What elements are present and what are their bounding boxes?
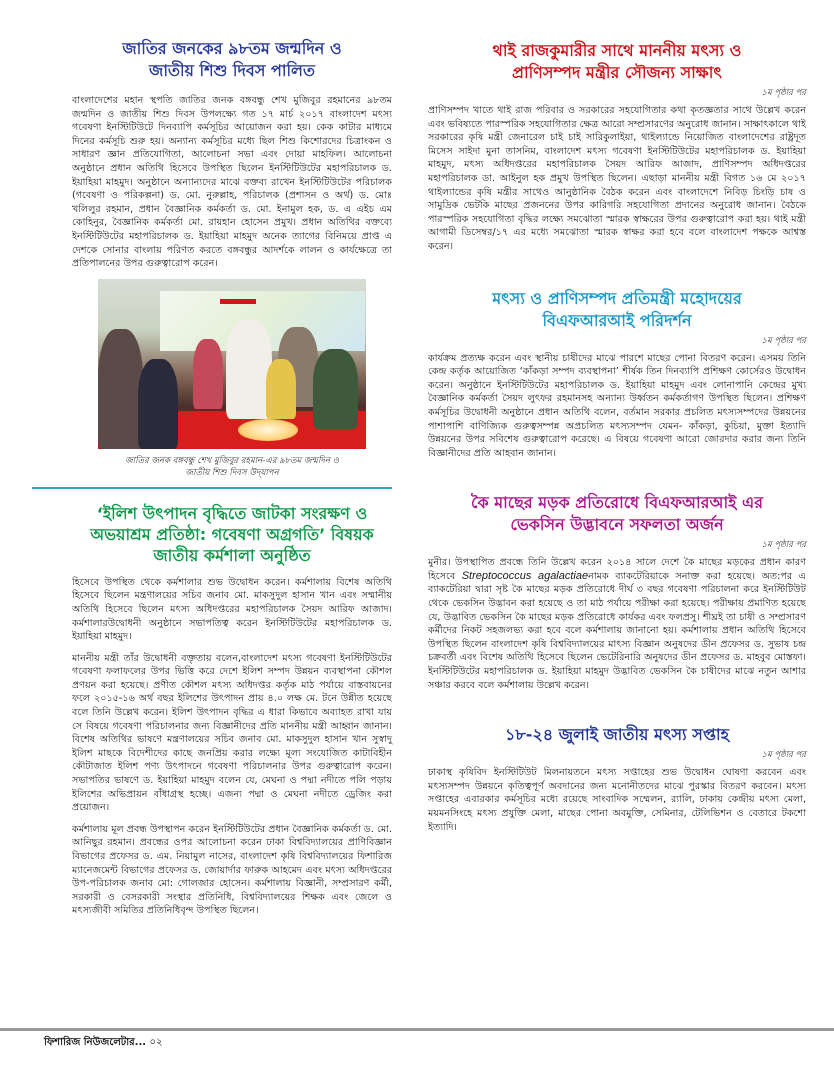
right-column — [428, 0, 806, 842]
continued-from-label: ১ম পৃষ্ঠার পর — [761, 750, 806, 761]
article-body-birthday: বাংলাদেশের মহান স্থপতি জাতির জনক বঙ্গবন্ধু শেখ মুজিবুর রহমানের ৯৮তম জন্মদিন ও জাতীয় শিশু দিবস উপলক্ষ্যে গত ১৭ মার্চ ২০১৭ বাংলাদেশ মৎস্য গবেষণা ইনস্টিটিউটে দিনব্যাপি কর্মসূচির আয়োজন করা হয়। কেক কাটার মাধ্যমে দিনের কর্মসূচি শুরু হয়। অন্যান্য কর্মসূচির মধ্যে ছিল শিশু কিশোরদের চিত্রাংকন ও সাধারণ জ্ঞান প্রতিযোগিতা, আলোচনা সভা এবং দোয়া মাহফিল। আলোচনা অনুষ্ঠানে প্রধান অতিথি হিসেবে উপস্থিত ছিলেন ইনস্টিটিউটের মহাপরিচালক ড. ইয়াহিয়া মাহমুদ। অনুষ্ঠানে অন্যান্যদের মাঝে বক্তব্য রাখেন ইনস্টিটিউটের পরিচালক (গবেষণা ও পরিকল্পনা) ড. মো. নুরুল্লাহ, পরিচালক (প্রশাসন ও অর্থ) ড. মোঃ খলিলুর রহমান, প্রধান বৈজ্ঞানিক কর্মকর্তা ড. মো. ইনামুল হক, ড. এ এইচ এম কোহিনুর, বৈজ্ঞানিক কর্মকর্তা মো. রায়হান হোসেন প্রমুখ। প্রধান অতিথির বক্তব্যে ইনস্টিটিউটের মহাপরিচালক ড. ইয়াহিয়া মাহমুদ অনেক ত্যাগের বিনিময়ে প্রাপ্ত এ দেশকে সোনার বাংলায় পরিণত করতে বঙ্গবন্ধুর আদর্শকে লালন ও কার্যক্ষেত্রে তা প্রতিপালনের উপর গুরুত্বারোপ করেন। — [72, 95, 392, 270]
article-body-hilsa-2: মাননীয় মন্ত্রী তাঁর উদ্বোধনী বক্তৃতায় বলেন,বাংলাদেশ মৎস্য গবেষণা ইনস্টিটিউটের গবেষণা ফলাফলের উপর ভিত্তি করে দেশে ইলিশ সম্পদ উন্নয়ন ব্যবস্থাপনা কৌশল প্রণয়ন করা হয়েছে। প্রণীত কৌশল মৎস্য অধিদপ্তর কর্তৃক মাঠ পর্যায়ে বাস্তবায়নের ফলে ২০১৫-১৬ অর্থ বছর ইলিশের উৎপাদন প্রায় ৪.০ লক্ষ মে. টনে উন্নীত হয়েছে বলে তিনি উল্লেখ করেন। ইলিশ উৎপাদন বৃদ্ধির এ ধারা কিভাবে অব্যাহত রাখা যায় সে বিষয়ে গবেষণা পরিচালনার জন্য বিজ্ঞানীদের প্রতি মাননীয় মন্ত্রী আহ্বান জানান।বিশেষ অতিথির ভাষণে মন্ত্রণালয়ের সচিব জনাব মো. মাকসুদুল হাসান খান সুস্বাদু ইলিশ মাছকে বিদেশীদের কাছে জনপ্রিয় করার লক্ষ্যে মূল্য সংযোজিত কাটাবিহীন কৌটাজাত ইলিশ পণ্য উৎপাদনে গবেষণা পরিচালনার উপর গুরুত্বারোপ করেন। সভাপতির ভাষণে ড. ইয়াহিয়া মাহমুদ বলেন যে, মেঘনা ও পদ্মা নদীতে পলি পড়ায় ইলিশের অভিপ্রায়ন বাঁধাগ্রস্থ হচ্ছে। এজন্য পদ্মা ও মেঘনা নদীতে ড্রেজিং করা প্রয়োজন। — [72, 652, 392, 814]
page-number: ০২ — [149, 1037, 163, 1048]
event-photo — [98, 279, 366, 449]
publication-name: ফিশারিজ নিউজলেটার... — [44, 1037, 147, 1048]
article-body-thai-princess: প্রাণিসম্পদ খাতে থাই রাজ পরিবার ও সরকারের সহযোগিতার কথা কৃতজ্ঞতার সাথে উল্লেখ করেন এবং ভবিষ্যতে পারস্পরিক সহযোগিতার ক্ষেত্র আরো সম্প্রসারণের অনুরোধ জানান। সাক্ষাৎকালে থাই সরকারের কৃষি মন্ত্রী জেনারেল চাই চাই সারিকুলাইয়া, থাইল্যান্ডে নিয়োজিত বাংলাদেশের রাষ্ট্রদূত মিসেস সাইদা মুনা তাসনিম, বাংলাদেশ মৎস্য গবেষণা ইনস্টিটিউটের মহাপরিচালক ড. ইয়াহিয়া মাহমুদ, মৎস্য অধিদপ্তরের মহাপরিচালক সৈয়দ আরিফ আজাদ, প্রাণিসম্পদ অধিদপ্তরের মহাপরিচালক ডা. আইনুল হক প্রমুখ উপস্থিত ছিলেন। এছাড়া মাননীয় মন্ত্রী বিগত ১৬ মে ২০১৭ থাইল্যান্ডের কৃষি মন্ত্রীর সাথেও আনুষ্ঠানিক বৈঠক করেন এবং বাংলাদেশে নিবিড় চিংড়ি চাষ ও সামুদ্রিক ভেটকি মাছের প্রজননের উপর কারিগরি সহযোগিতা প্রদানের অনুরোধ জানান। বৈঠকে পারস্পরিক সহযোগিতা বৃদ্ধির লক্ষ্যে সমঝোতা স্মারক স্বাক্ষরের উপর গুরুত্বারোপ করা হয়। থাই মন্ত্রী আগামী ডিসেম্বর/১৭ এর মধ্যে সমঝোতা স্মারক স্বাক্ষর করা হবে বলে বাংলাদেশ পক্ষকে আশ্বস্ত করেন। — [428, 105, 806, 252]
article-headline-koi-vaccine: কৈ মাছের মড়ক প্রতিরোধে বিএফআরআই এর ভেকসিন উদ্ভাবনে সফলতা অর্জন — [470, 493, 764, 535]
bacteria-species-name: Streptococcus agalactiae — [461, 569, 589, 582]
left-column — [72, 0, 392, 926]
article-body-fish-week: ঢাকাস্থ কৃষিবিদ ইনস্টিটিউট মিলনায়তনে মৎস্য সপ্তাহের শুভ উদ্বোধন ঘোষণা করবেন এবং মৎস্যসম্পদ উন্নয়নে কৃতিত্বপূর্ণ অবদানের জন্য মনোনীতদের মাঝে পুরস্কার বিতরণ করবেন। মৎস্য সপ্তাহের এবারকার কর্মসূচির মধ্যে রয়েছে সাংবাদিক সম্মেলন, র‌্যালি, ঢাকায় কেন্দ্রীয় মৎস্য মেলা, ময়মনসিংহে মৎস্য প্রযুক্তি মেলা, মাছের পোনা অবমুক্তি, সেমিনার, টেলিভিশন ও বেতারে টকশো ইত্যাদি। — [428, 767, 806, 833]
article-headline-state-minister-visit: মৎস্য ও প্রাণিসম্পদ প্রতিমন্ত্রী মহোদয়ের বিএফআরআই পরিদর্শন — [492, 288, 742, 330]
continued-from-label: ১ম পৃষ্ঠার পর — [761, 540, 806, 551]
page-footer — [44, 1035, 163, 1052]
article-body-koi-vaccine: মুনীর। উপস্থাপিত প্রবন্ধে তিনি উল্লেখ করেন ২০১৪ সালে দেশে কৈ মাছের মড়কের প্রধান কারণ হিসেবে Streptococcus agalactiaeনামক ব্যাকটেরিয়াকে সনাক্ত করা হয়েছে। অত:পর এ ব্যাকটেরিয়া দ্বারা সৃষ্ট কৈ মাছের মড়ক প্রতিরোধে দীর্ঘ ৩ বছর গবেষণা পরিচালনা করে ইনস্টিটিউট থেকে ভেকসিন উদ্ভাবন করা হয়েছে ও তা মাঠ পর্যায়ে পরীক্ষা করা হয়েছে। পরীক্ষায় প্রমাণিত হয়েছে যে, উদ্ভাবিত ভেকসিন কৈ মাছের মড়ক প্রতিরোধে কার্যকর এবং ফলপ্রসু। শীঘ্রই তা চাষী ও সম্প্রসারণ কর্মীদের নিকট সহজলভ্য করা হবে বলে কর্মশালায় জানানো হয়। কর্মশালায় প্রধান অতিথি হিসেবে উপস্থিত ছিলেন বাংলাদেশ কৃষি বিশ্ববিদ্যালয়ের মাৎস্য বিজ্ঞান অনুষদের ডীন প্রফেসর ড. সুভাষ চন্দ্র চক্রবর্তী এবং বিশেষ অতিথি হিসেবে ছিলেন ভেটেরিনারি অনুষদের ডীন প্রফেসর ড. মাহবুব মোস্তফা। ইনস্টিটিউটের মহাপরিচালক ড. ইয়াহিয়া মাহমুদ উদ্ভাবিত ভেকসিন কৈ চাষীদের মাঝে নতুন আশার সঞ্চার করবে বলে কর্মশালায় উল্লেখ করেন। — [428, 557, 806, 691]
continued-from-label: ১ম পৃষ্ঠার পর — [761, 88, 806, 98]
article-headline-hilsa-workshop: ‘ইলিশ উৎপাদন বৃদ্ধিতে জাটকা সংরক্ষণ ও অভয়াশ্রম প্রতিষ্ঠা: গবেষণা অগ্রগতি’ বিষয়ক জাতীয় কর্মশালা অনুষ্ঠিত — [90, 503, 374, 565]
article-headline-fish-week: ১৮-২৪ জুলাই জাতীয় মৎস্য সপ্তাহ — [504, 725, 730, 745]
article-body-state-minister-visit: কার্যক্রম প্রত্যক্ষ করেন এবং স্থানীয় চাষীদের মাঝে পারশে মাছের পোনা বিতরণ করেন। এসময় তিনি কেন্দ্র কর্তৃক আয়োজিত ‘কাঁকড়া সম্পদ ব্যবস্থাপনা’ শীর্ষক তিন দিনব্যাপি প্রশিক্ষণ কোর্সেরও উদ্বোধন করেন। অনুষ্ঠানে ইনস্টিটিউটের মহাপরিচালক ড. ইয়াহিয়া মাহমুদ এবং লোনাপানি কেন্দ্রের মুখ্য বৈজ্ঞানিক কর্মকর্তা সৈয়দ লুৎফর রহমানসহ অন্যান্য উর্ধ্বতন কর্মকর্তাগণ উপস্থিত ছিলেন। প্রশিক্ষণ কর্মসূচির উদ্বোধনী অনুষ্ঠানে প্রধান অতিথি বলেন, বর্তমান সরকার প্রচলিত মৎস্যসম্পদের উন্নয়নের পাশাপাশি বাণিজ্যিক গুরুত্বসম্পন্ন অপ্রচলিত মৎস্যসম্পদ যেমন- কাঁকড়া, কুচিয়া, মুক্তা ইত্যাদি উন্নয়নের উপর সবিশেষ গুরুত্বারোপ করেছে। এ বিষয়ে গবেষণা আরো জোরদার করার জন্য তিনি বিজ্ঞানীদের প্রতি আহবান জানান। — [428, 352, 806, 459]
birthday-cake — [238, 419, 298, 441]
article-headline-birthday: জাতির জনকের ৯৮তম জন্মদিন ও জাতীয় শিশু দিবস পালিত — [122, 39, 342, 80]
article-body-hilsa-3: কর্মশালায় মূল প্রবন্ধ উপস্থাপন করেন ইনস্টিটিউটের প্রধান বৈজ্ঞানিক কর্মকর্তা ড. মো. আনিছুর রহমান। প্রবন্ধের ওপর আলোচনা করেন ঢাকা বিশ্ববিদ্যালয়ের প্রাণিবিজ্ঞান বিভাগের প্রফেসর ড. এম. নিয়ামুল নাসের, বাংলাদেশ কৃষি বিশ্ববিদ্যালয়ের ফিশারিজ ম্যানেজমেন্ট বিভাগের প্রফেসর ড. জোয়ার্দার ফারুক আহমেদ এবং মৎস্য অধিদপ্তরের উপ-পরিচালক জনাব মো: গোলজার হোসেন। কর্মশালায় বিজ্ঞানী, সম্প্রসারণ কর্মী, সরকারী ও বেসরকারী সংস্থার প্রতিনিধি, বিশ্ববিদ্যালয়ের শিক্ষক এবং জেলে ও মৎস্যজীবী সমিতির প্রতিনিধিবৃন্দ উপস্থিত ছিলেন। — [72, 823, 392, 917]
article-headline-thai-princess: থাই রাজকুমারীর সাথে মাননীয় মৎস্য ও প্রাণিসম্পদ মন্ত্রীর সৌজন্য সাক্ষাৎ — [492, 41, 742, 82]
article-body-hilsa-1: হিসেবে উপস্থিত থেকে কর্মশালার শুভ উদ্বোধন করেন। কর্মশালায় বিশেষ অতিথি হিসেবে ছিলেন মন্ত্রণালয়ের সচিব জনাব মো. মাকসুদুল হাসান খান এবং সম্মানীয় অতিথি হিসেবে ছিলেন মৎস্য অধিদপ্তরের মহাপরিচালক সৈয়দ আরিফ আজাদ। কর্মশালারউদ্বোধনী অনুষ্ঠানে সভাপতিত্ব করেন ইনস্টিটিউটের মহাপরিচালক ড. ইয়াহিয়া মাহমুদ। — [72, 576, 392, 643]
photo-caption: জাতির জনক বঙ্গবন্ধু শেখ মুজিবুর রহমান-এর ৯৮তম জন্মদিন ও জাতীয় শিশু দিবস উদ্‌যাপন — [125, 455, 339, 478]
footer-divider — [0, 1028, 834, 1031]
continued-from-label: ১ম পৃষ্ঠার পর — [761, 335, 806, 346]
